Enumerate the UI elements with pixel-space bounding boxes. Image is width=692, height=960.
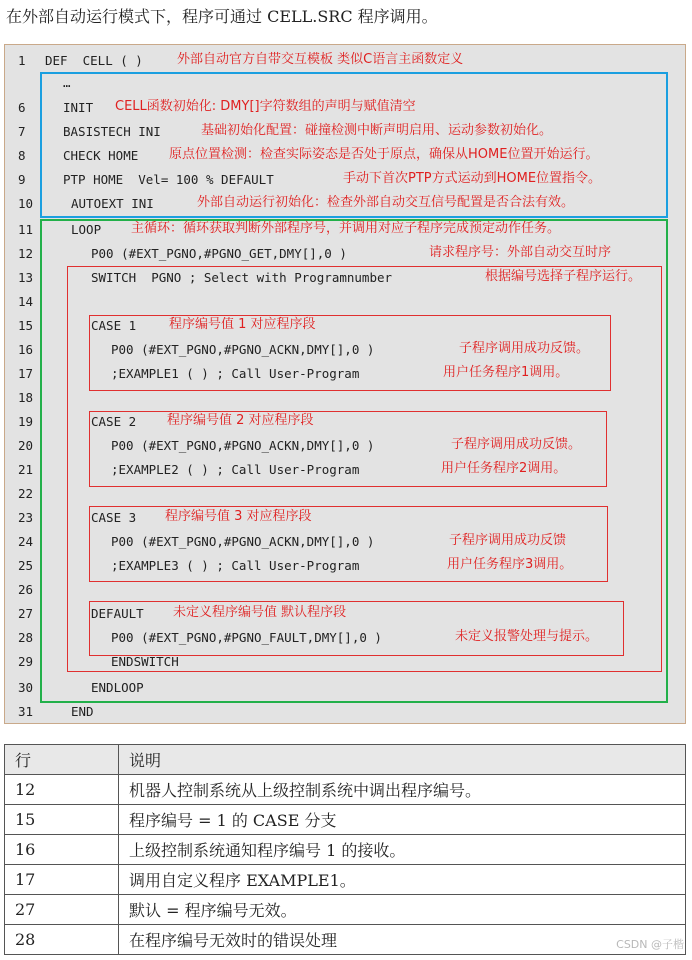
line-number: 1: [18, 53, 26, 68]
code-line: LOOP: [71, 222, 102, 237]
line-number: 11: [18, 222, 34, 237]
annotation-note: 程序编号值 2 对应程序段: [167, 413, 314, 428]
code-line: ENDSWITCH: [111, 654, 179, 669]
watermark: CSDN @子楷: [616, 938, 684, 951]
annotation-note: 原点位置检测：检查实际姿态是否处于原点，确保从HOME位置开始运行。: [169, 147, 599, 162]
line-description-table: [4, 744, 686, 955]
annotation-note: 主循环：循环获取判断外部程序号，并调用对应子程序完成预定动作任务。: [131, 221, 561, 236]
table-row: [5, 805, 686, 835]
annotation-note: 未定义报警处理与提示。: [455, 629, 599, 644]
description-cell: 在程序编号无效时的错误处理: [119, 925, 686, 955]
line-number: 7: [18, 124, 26, 139]
code-line: P00 (#EXT_PGNO,#PGNO_ACKN,DMY[],0 ): [111, 438, 375, 453]
line-number: 25: [18, 558, 34, 573]
intro-text: 在外部自动运行模式下，程序可通过 CELL.SRC 程序调用。: [6, 7, 438, 26]
annotation-note: 子程序调用成功反馈: [449, 533, 567, 548]
code-line: ;EXAMPLE1 ( ) ; Call User-Program: [111, 366, 360, 381]
line-number: 14: [18, 294, 34, 309]
description-cell: 上级控制系统通知程序编号 1 的接收。: [119, 835, 686, 865]
line-number: 28: [18, 630, 34, 645]
annotation-note: 用户任务程序2调用。: [441, 461, 567, 476]
header-description: 说明: [119, 745, 686, 775]
line-number: 19: [18, 414, 34, 429]
line-number: 31: [18, 704, 34, 719]
line-number: 22: [18, 486, 34, 501]
code-listing-panel: [4, 44, 686, 724]
header-line: 行: [5, 745, 119, 775]
line-number: 21: [18, 462, 34, 477]
description-cell: 程序编号 = 1 的 CASE 分支: [119, 805, 686, 835]
table-header-row: [5, 745, 686, 775]
annotation-note: 程序编号值 1 对应程序段: [169, 317, 316, 332]
annotation-note: 根据编号选择子程序运行。: [485, 269, 642, 284]
annotation-note: 手动下首次PTP方式运动到HOME位置指令。: [343, 171, 602, 186]
line-number: 12: [18, 246, 34, 261]
line-number: 10: [18, 196, 34, 211]
code-line: ;EXAMPLE3 ( ) ; Call User-Program: [111, 558, 360, 573]
code-line: P00 (#EXT_PGNO,#PGNO_ACKN,DMY[],0 ): [111, 534, 375, 549]
line-cell: 28: [5, 925, 119, 955]
annotation-note: 子程序调用成功反馈。: [459, 341, 590, 356]
line-number: 16: [18, 342, 34, 357]
code-line: CHECK HOME: [63, 148, 139, 163]
line-cell: 17: [5, 865, 119, 895]
annotation-note: 程序编号值 3 对应程序段: [165, 509, 312, 524]
description-cell: 机器人控制系统从上级控制系统中调出程序编号。: [119, 775, 686, 805]
code-line: ;EXAMPLE2 ( ) ; Call User-Program: [111, 462, 360, 477]
line-number: 26: [18, 582, 34, 597]
code-line: …: [63, 75, 71, 90]
line-cell: 27: [5, 895, 119, 925]
line-number: 20: [18, 438, 34, 453]
table-row: [5, 865, 686, 895]
code-line: ENDLOOP: [91, 680, 144, 695]
code-line: P00 (#EXT_PGNO,#PGNO_GET,DMY[],0 ): [91, 246, 347, 261]
code-line: SWITCH PGNO ; Select with Programnumber: [91, 270, 393, 285]
code-line: END: [71, 704, 94, 719]
code-line: DEFAULT: [91, 606, 144, 621]
line-number: 6: [18, 100, 26, 115]
table-row: [5, 925, 686, 955]
annotation-note: CELL函数初始化: DMY[]字符数组的声明与赋值清空: [115, 99, 416, 114]
code-line: AUTOEXT INI: [71, 196, 154, 211]
description-cell: 调用自定义程序 EXAMPLE1。: [119, 865, 686, 895]
line-number: 13: [18, 270, 34, 285]
code-line: P00 (#EXT_PGNO,#PGNO_ACKN,DMY[],0 ): [111, 342, 375, 357]
line-number: 23: [18, 510, 34, 525]
annotation-note: 子程序调用成功反馈。: [451, 437, 582, 452]
line-cell: 12: [5, 775, 119, 805]
line-number: 18: [18, 390, 34, 405]
code-line: BASISTECH INI: [63, 124, 161, 139]
annotation-note: 外部自动官方自带交互模板 类似C语言主函数定义: [177, 52, 464, 67]
table-row: [5, 835, 686, 865]
code-line: PTP HOME Vel= 100 % DEFAULT: [63, 172, 274, 187]
line-number: 15: [18, 318, 34, 333]
code-line: DEF CELL ( ): [45, 53, 143, 68]
line-cell: 15: [5, 805, 119, 835]
code-line: INIT: [63, 100, 94, 115]
line-number: 9: [18, 172, 26, 187]
table-row: [5, 895, 686, 925]
table-row: [5, 775, 686, 805]
line-cell: 16: [5, 835, 119, 865]
annotation-note: 请求程序号：外部自动交互时序: [429, 245, 612, 260]
annotation-note: 未定义程序编号值 默认程序段: [173, 605, 347, 620]
code-line: CASE 3: [91, 510, 137, 525]
line-number: 29: [18, 654, 34, 669]
annotation-note: 用户任务程序3调用。: [447, 557, 573, 572]
code-line: P00 (#EXT_PGNO,#PGNO_FAULT,DMY[],0 ): [111, 630, 382, 645]
annotation-note: 外部自动运行初始化：检查外部自动交互信号配置是否合法有效。: [197, 195, 575, 210]
annotation-note: 基础初始化配置：碰撞检测中断声明启用、运动参数初始化。: [201, 123, 553, 138]
line-number: 30: [18, 680, 34, 695]
description-cell: 默认 = 程序编号无效。: [119, 895, 686, 925]
line-number: 8: [18, 148, 26, 163]
code-line: CASE 1: [91, 318, 137, 333]
line-number: 24: [18, 534, 34, 549]
line-number: 27: [18, 606, 34, 621]
code-line: CASE 2: [91, 414, 137, 429]
line-number: 17: [18, 366, 34, 381]
annotation-note: 用户任务程序1调用。: [443, 365, 569, 380]
